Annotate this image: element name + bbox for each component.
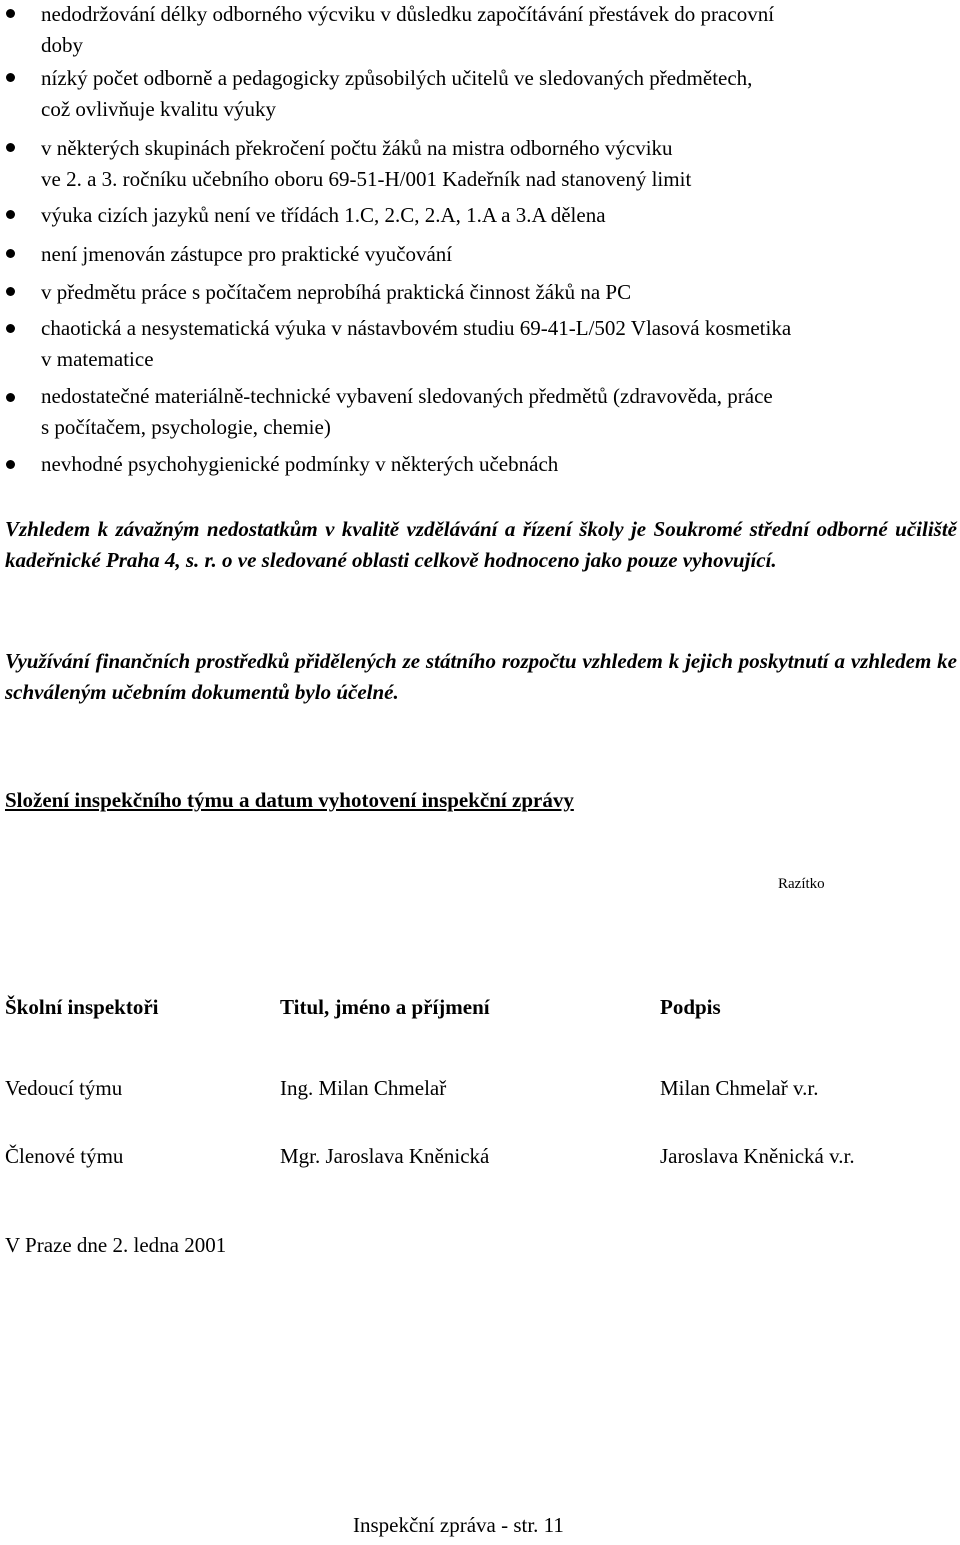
list-item-text: nevhodné psychohygienické podmínky v některých učebnách xyxy=(41,452,559,476)
table-cell-role: Vedoucí týmu xyxy=(5,1076,123,1100)
list-item-text: nedodržování délky odborného výcviku v důsledku započítávání přestávek do pracovní doby xyxy=(41,2,775,57)
bullet-icon xyxy=(6,9,15,18)
list-item-text: chaotická a nesystematická výuka v nástavbovém studiu 69-41-L/502 Vlasová kosmetika v matematice xyxy=(41,316,792,371)
table-cell-role: Členové týmu xyxy=(5,1144,124,1168)
table-cell-signature: Milan Chmelař v.r. xyxy=(660,1076,819,1100)
table-header-signature: Podpis xyxy=(660,995,721,1019)
stamp-label: Razítko xyxy=(778,876,825,892)
list-item-text: výuka cizích jazyků není ve třídách 1.C, 2.C, 2.A, 1.A a 3.A dělena xyxy=(41,203,606,227)
list-item-text: nízký počet odborně a pedagogicky způsobilých učitelů ve sledovaných předmětech, což ovlivňuje kvalitu výuky xyxy=(41,66,753,121)
bullet-icon xyxy=(6,393,15,402)
bullet-icon xyxy=(6,287,15,296)
list-item-text: nedostatečné materiálně-technické vybavení sledovaných předmětů (zdravověda, práce s počítačem, psychologie, chemie) xyxy=(41,384,773,439)
bullet-icon xyxy=(6,249,15,258)
date-line: V Praze dne 2. ledna 2001 xyxy=(5,1233,227,1257)
list-item-text: v předmětu práce s počítačem neprobíhá praktická činnost žáků na PC xyxy=(41,280,632,304)
bullet-icon xyxy=(6,324,15,333)
bullet-icon xyxy=(6,73,15,82)
table-header-name: Titul, jméno a příjmení xyxy=(280,995,490,1019)
table-cell-name: Mgr. Jaroslava Kněnická xyxy=(280,1144,490,1168)
list-item-text: v některých skupinách překročení počtu žáků na mistra odborného výcviku ve 2. a 3. ročníku učebního oboru 69-51-H/001 Kadeřník nad stanovený limit xyxy=(41,136,692,191)
team-heading: Složení inspekčního týmu a datum vyhotovení inspekční zprávy xyxy=(5,788,574,812)
bullet-icon xyxy=(6,143,15,152)
table-header-role: Školní inspektoři xyxy=(5,995,159,1019)
conclusion-paragraph: Vzhledem k závažným nedostatkům v kvalitě vzdělávání a řízení školy je Soukromé střední odborné učiliště kadeřnické Praha 4, s. r. o ve sledované oblasti celkově hodnoceno jako pouze vyhovující. xyxy=(5,517,957,572)
table-cell-name: Ing. Milan Chmelař xyxy=(280,1076,447,1100)
table-cell-signature: Jaroslava Kněnická v.r. xyxy=(660,1144,855,1168)
bullet-icon xyxy=(6,460,15,469)
bullet-icon xyxy=(6,210,15,219)
page-footer: Inspekční zpráva - str. 11 xyxy=(353,1513,564,1537)
finance-paragraph: Využívání finančních prostředků přidělených ze státního rozpočtu vzhledem k jejich poskytnutí a vzhledem ke schváleným učebním dokumentů bylo účelné. xyxy=(5,649,957,704)
list-item-text: není jmenován zástupce pro praktické vyučování xyxy=(41,242,453,266)
